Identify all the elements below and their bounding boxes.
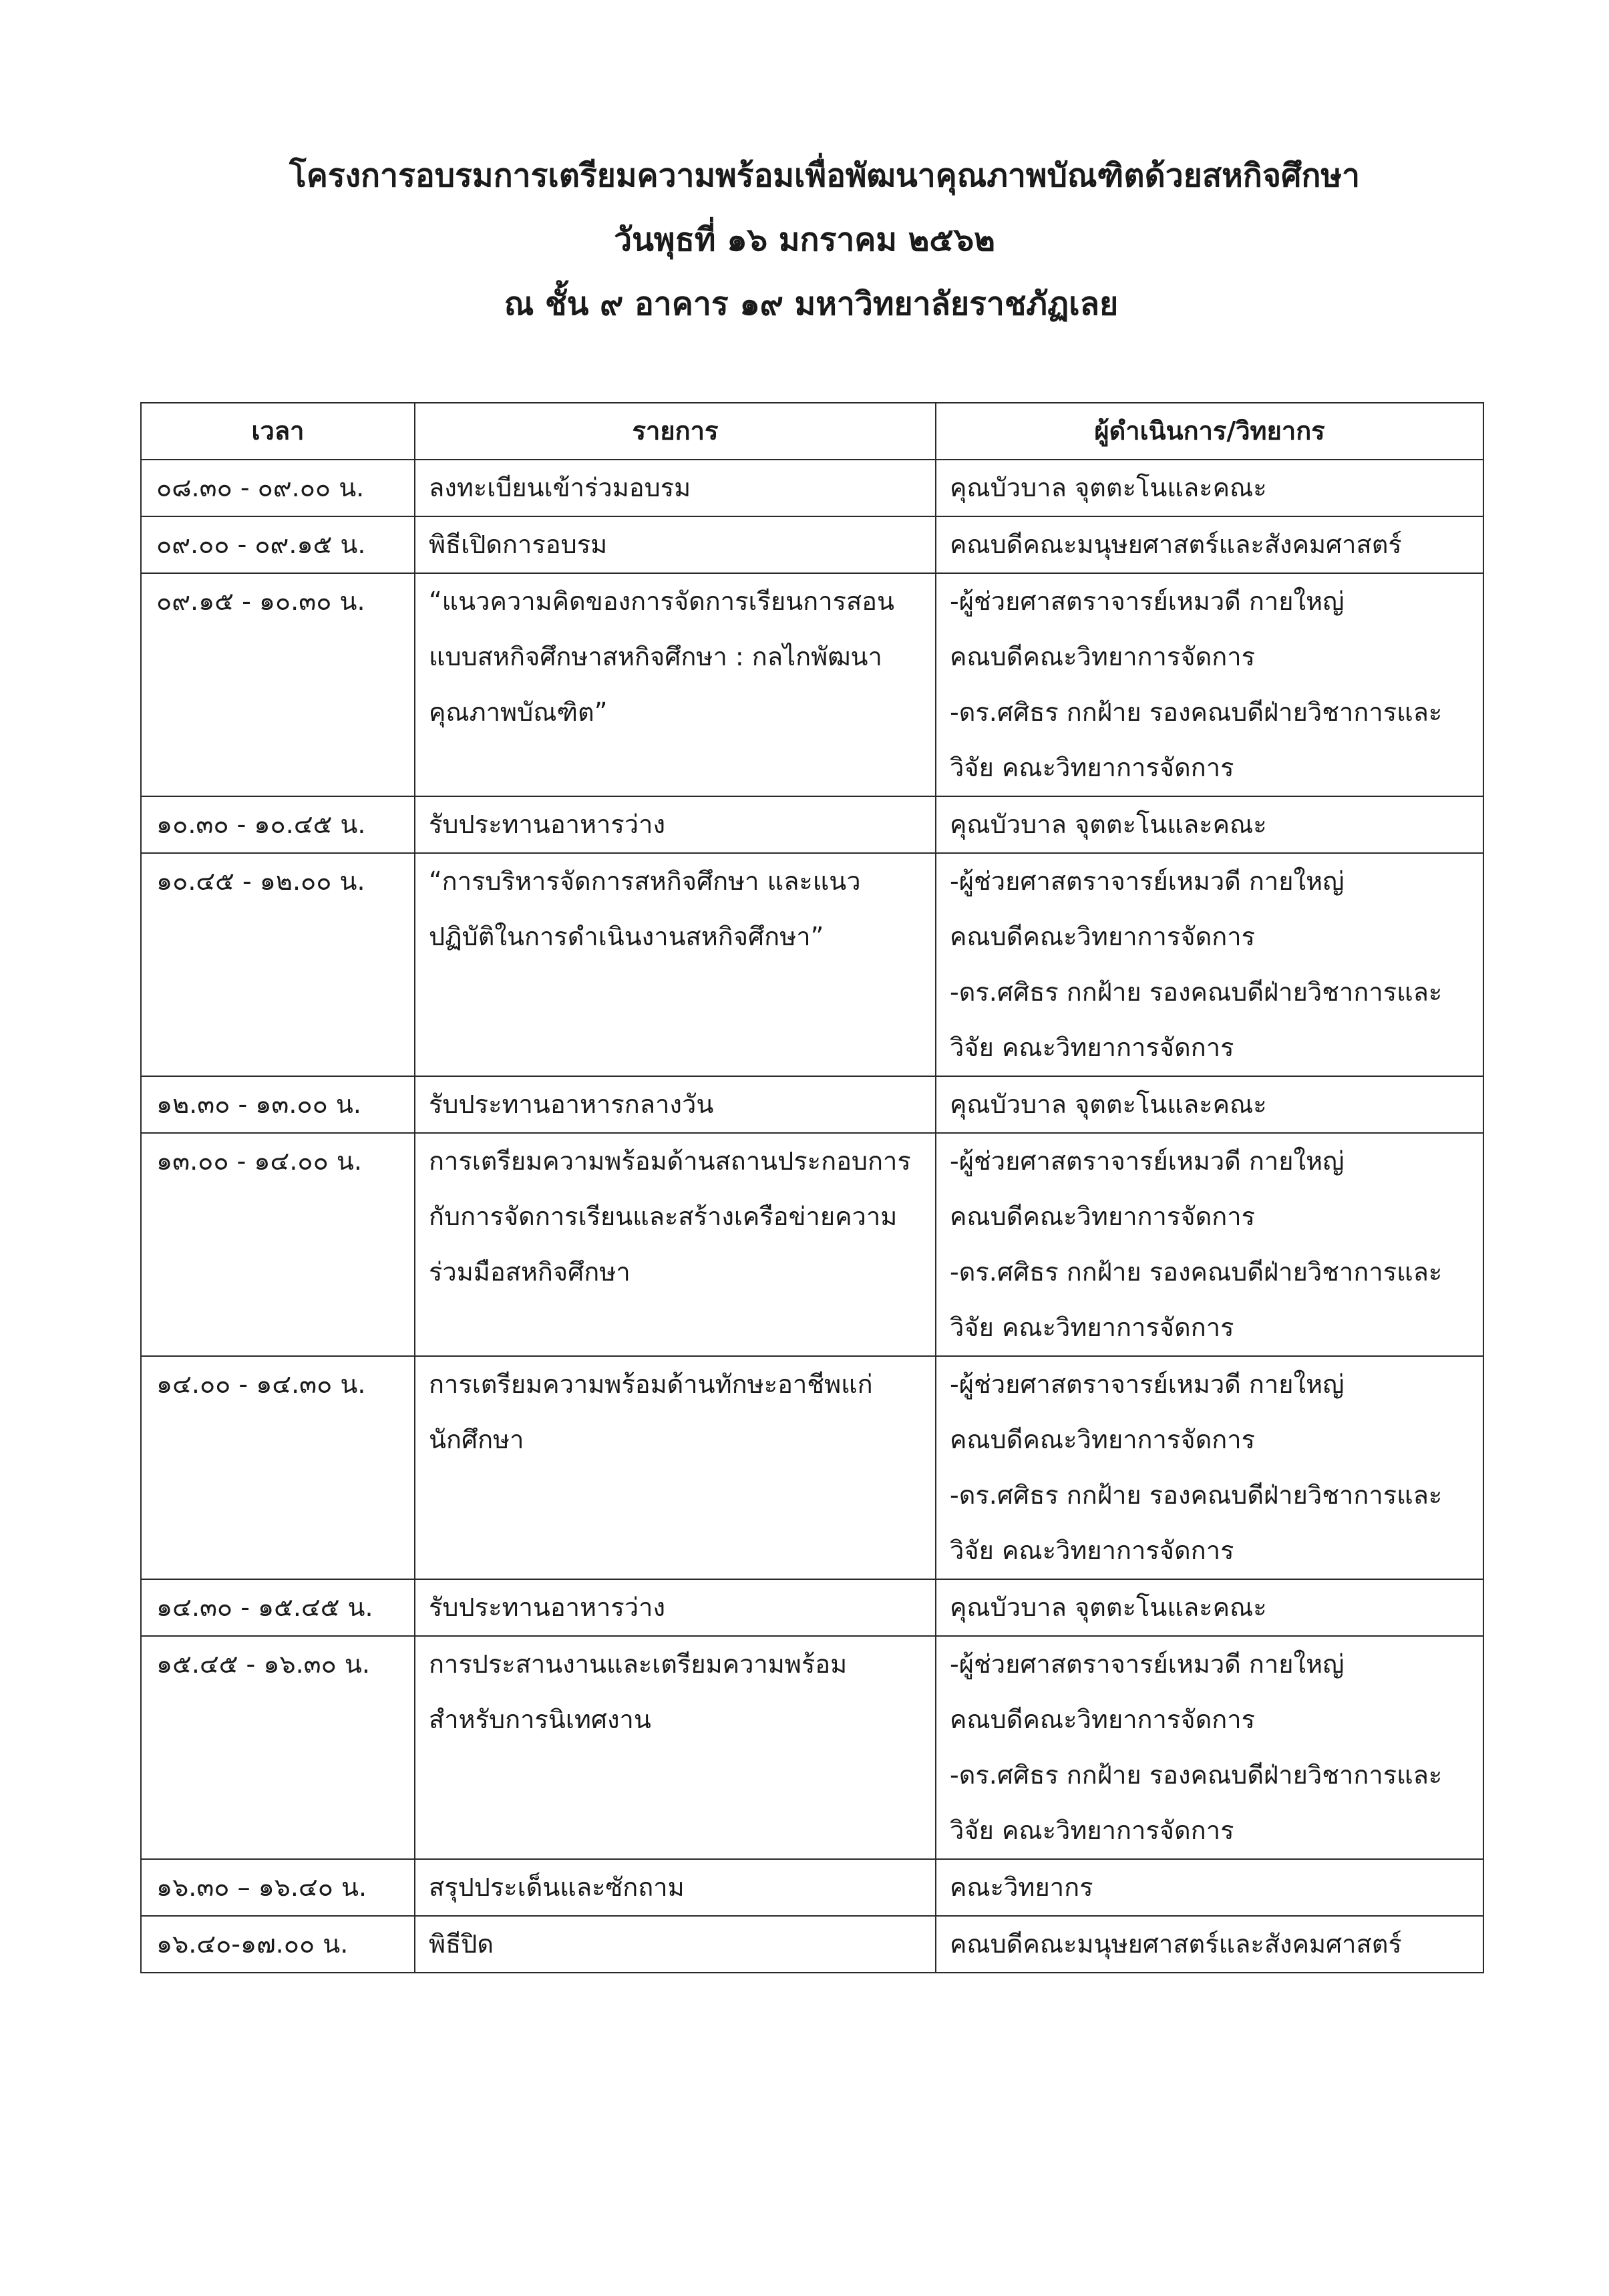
table-row bbox=[141, 1579, 1483, 1636]
staff-entry: คณะวิทยากร bbox=[950, 1872, 1093, 1902]
row-agenda-item: รับประทานอาหารว่าง bbox=[415, 796, 936, 853]
table-row bbox=[141, 1859, 1483, 1916]
row-agenda-item: การประสานงานและเตรียมความพร้อมสำหรับการนิเทศงาน bbox=[415, 1636, 936, 1859]
staff-entry: -ดร.ศศิธร กกฝ้าย รองคณบดีฝ่ายวิชาการและวิจัย คณะวิทยาการจัดการ bbox=[950, 1760, 1443, 1845]
schedule-body bbox=[141, 460, 1483, 1973]
schedule-table bbox=[140, 402, 1484, 1973]
row-time: ๐๙.๑๕ - ๑๐.๓๐ น. bbox=[141, 573, 415, 796]
table-row bbox=[141, 1916, 1483, 1973]
row-staff bbox=[936, 1076, 1483, 1133]
row-time: ๑๒.๓๐ - ๑๓.๐๐ น. bbox=[141, 1076, 415, 1133]
table-row bbox=[141, 796, 1483, 853]
column-header-time: เวลา bbox=[141, 403, 415, 460]
row-agenda-item: รับประทานอาหารว่าง bbox=[415, 1579, 936, 1636]
staff-entry: คณบดีคณะวิทยาการจัดการ bbox=[950, 922, 1256, 951]
row-time: ๑๕.๔๕ - ๑๖.๓๐ น. bbox=[141, 1636, 415, 1859]
row-staff bbox=[936, 1579, 1483, 1636]
column-header-staff: ผู้ดำเนินการ/วิทยากร bbox=[936, 403, 1483, 460]
row-time: ๑๔.๓๐ - ๑๕.๔๕ น. bbox=[141, 1579, 415, 1636]
row-agenda-item: พิธีปิด bbox=[415, 1916, 936, 1973]
staff-entry: -ผู้ช่วยศาสตราจารย์เหมวดี กายใหญ่ bbox=[950, 1369, 1345, 1399]
row-agenda-item: การเตรียมความพร้อมด้านทักษะอาชีพแก่นักศึกษา bbox=[415, 1356, 936, 1579]
column-header-item: รายการ bbox=[415, 403, 936, 460]
staff-entry: คณบดีคณะวิทยาการจัดการ bbox=[950, 1202, 1256, 1231]
row-agenda-item: “แนวความคิดของการจัดการเรียนการสอนแบบสหกิจศึกษาสหกิจศึกษา : กลไกพัฒนาคุณภาพบัณฑิต” bbox=[415, 573, 936, 796]
row-time: ๑๐.๓๐ - ๑๐.๔๕ น. bbox=[141, 796, 415, 853]
staff-entry: คณบดีคณะวิทยาการจัดการ bbox=[950, 642, 1256, 671]
table-row bbox=[141, 1133, 1483, 1356]
document-venue: ณ ชั้น ๙ อาคาร ๑๙ มหาวิทยาลัยราชภัฏเลย bbox=[504, 285, 1119, 323]
table-row bbox=[141, 1636, 1483, 1859]
table-row bbox=[141, 1076, 1483, 1133]
row-agenda-item: ลงทะเบียนเข้าร่วมอบรม bbox=[415, 460, 936, 516]
row-staff bbox=[936, 1859, 1483, 1916]
table-row bbox=[141, 1356, 1483, 1579]
table-header-row bbox=[141, 403, 1483, 460]
staff-entry: คณบดีคณะวิทยาการจัดการ bbox=[950, 1425, 1256, 1454]
staff-entry: คณบดีคณะวิทยาการจัดการ bbox=[950, 1705, 1256, 1734]
staff-entry: -ผู้ช่วยศาสตราจารย์เหมวดี กายใหญ่ bbox=[950, 1146, 1345, 1176]
table-row bbox=[141, 460, 1483, 516]
row-time: ๐๘.๓๐ - ๐๙.๐๐ น. bbox=[141, 460, 415, 516]
row-staff bbox=[936, 573, 1483, 796]
staff-entry: -ดร.ศศิธร กกฝ้าย รองคณบดีฝ่ายวิชาการและวิจัย คณะวิทยาการจัดการ bbox=[950, 697, 1443, 782]
table-row bbox=[141, 853, 1483, 1076]
row-staff bbox=[936, 460, 1483, 516]
staff-entry: -ผู้ช่วยศาสตราจารย์เหมวดี กายใหญ่ bbox=[950, 1649, 1345, 1679]
table-row bbox=[141, 573, 1483, 796]
document-header bbox=[0, 144, 1609, 336]
row-agenda-item: “การบริหารจัดการสหกิจศึกษา และแนวปฏิบัติในการดำเนินงานสหกิจศึกษา” bbox=[415, 853, 936, 1076]
row-staff bbox=[936, 1133, 1483, 1356]
document-title: โครงการอบรมการเตรียมความพร้อมเพื่อพัฒนาคุณภาพบัณฑิตด้วยสหกิจศึกษา bbox=[289, 157, 1361, 194]
row-staff bbox=[936, 853, 1483, 1076]
row-time: ๑๐.๔๕ - ๑๒.๐๐ น. bbox=[141, 853, 415, 1076]
staff-entry: -ผู้ช่วยศาสตราจารย์เหมวดี กายใหญ่ bbox=[950, 866, 1345, 896]
staff-entry: คุณบัวบาล จุตตะโนและคณะ bbox=[950, 810, 1267, 839]
row-time: ๑๓.๐๐ - ๑๔.๐๐ น. bbox=[141, 1133, 415, 1356]
table-row bbox=[141, 516, 1483, 573]
staff-entry: คุณบัวบาล จุตตะโนและคณะ bbox=[950, 1090, 1267, 1119]
staff-entry: คุณบัวบาล จุตตะโนและคณะ bbox=[950, 473, 1267, 502]
row-agenda-item: การเตรียมความพร้อมด้านสถานประกอบการกับการจัดการเรียนและสร้างเครือข่ายความร่วมมือสหกิจศึกษา bbox=[415, 1133, 936, 1356]
staff-entry: คุณบัวบาล จุตตะโนและคณะ bbox=[950, 1593, 1267, 1622]
row-time: ๐๙.๐๐ - ๐๙.๑๕ น. bbox=[141, 516, 415, 573]
staff-entry: -ดร.ศศิธร กกฝ้าย รองคณบดีฝ่ายวิชาการและวิจัย คณะวิทยาการจัดการ bbox=[950, 977, 1443, 1062]
row-time: ๑๖.๔๐-๑๗.๐๐ น. bbox=[141, 1916, 415, 1973]
row-staff bbox=[936, 1916, 1483, 1973]
staff-entry: คณบดีคณะมนุษยศาสตร์และสังคมศาสตร์ bbox=[950, 530, 1402, 559]
staff-entry: -ดร.ศศิธร กกฝ้าย รองคณบดีฝ่ายวิชาการและวิจัย คณะวิทยาการจัดการ bbox=[950, 1257, 1443, 1342]
row-agenda-item: พิธีเปิดการอบรม bbox=[415, 516, 936, 573]
row-staff bbox=[936, 1636, 1483, 1859]
row-staff bbox=[936, 1356, 1483, 1579]
row-staff bbox=[936, 796, 1483, 853]
staff-entry: คณบดีคณะมนุษยศาสตร์และสังคมศาสตร์ bbox=[950, 1929, 1402, 1959]
row-time: ๑๖.๓๐ – ๑๖.๔๐ น. bbox=[141, 1859, 415, 1916]
row-agenda-item: สรุปประเด็นและซักถาม bbox=[415, 1859, 936, 1916]
staff-entry: -ผู้ช่วยศาสตราจารย์เหมวดี กายใหญ่ bbox=[950, 587, 1345, 616]
row-agenda-item: รับประทานอาหารกลางวัน bbox=[415, 1076, 936, 1133]
document-date: วันพุธที่ ๑๖ มกราคม ๒๕๖๒ bbox=[614, 221, 995, 259]
row-time: ๑๔.๐๐ - ๑๔.๓๐ น. bbox=[141, 1356, 415, 1579]
staff-entry: -ดร.ศศิธร กกฝ้าย รองคณบดีฝ่ายวิชาการและวิจัย คณะวิทยาการจัดการ bbox=[950, 1480, 1443, 1565]
row-staff bbox=[936, 516, 1483, 573]
